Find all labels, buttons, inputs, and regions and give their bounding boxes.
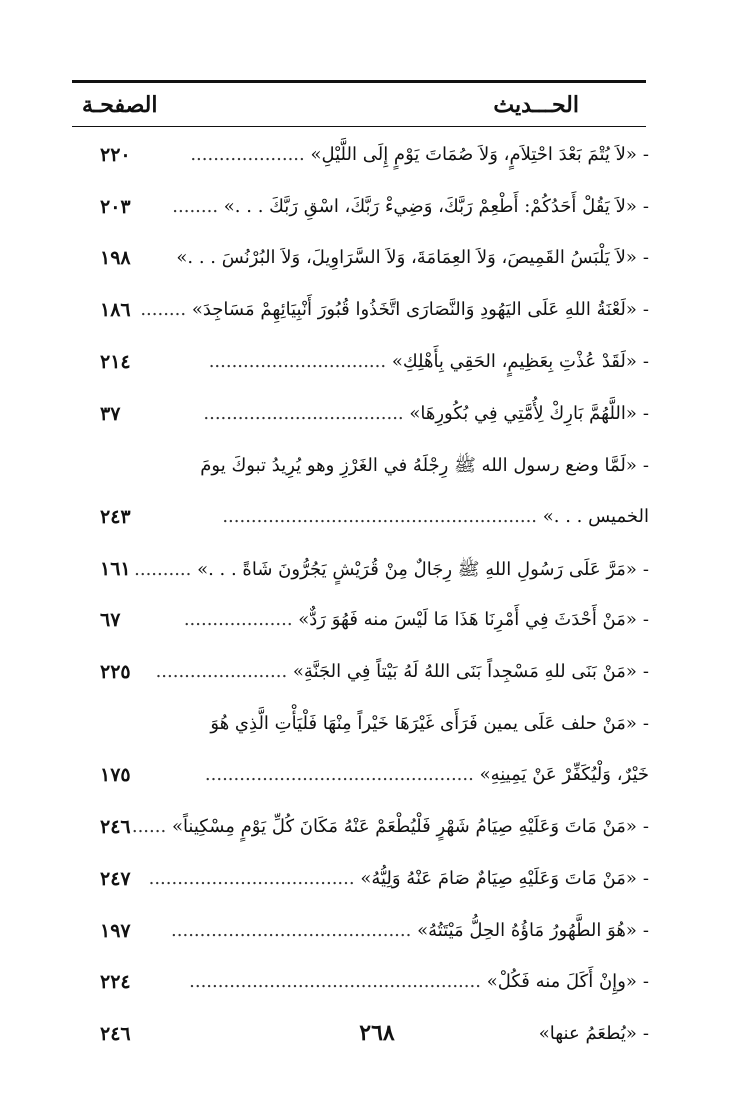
index-entry (0, 397, 754, 437)
index-entry (0, 862, 754, 902)
index-entry (0, 293, 754, 333)
page-reference: ١٩٧ (100, 919, 131, 942)
page-reference: ١٩٨ (100, 247, 131, 270)
page-column-header: الصفحـة (82, 92, 158, 118)
entry-dash: - (642, 402, 649, 424)
hadith-phrase: «يُطعَمُ عنها» (538, 1022, 637, 1044)
page-reference: ٢٢٥ (100, 661, 131, 683)
page-reference: ٢٢٠ (100, 144, 131, 166)
page-reference: ١٧٥ (100, 764, 131, 787)
index-entry (0, 965, 754, 1005)
entry-dash: - (642, 195, 649, 217)
entry-dash: - (642, 971, 649, 993)
hadith-text (171, 919, 649, 941)
hadith-phrase: «لاَ يُتْمَ بَعْدَ احْتِلاَمٍ، وَلاَ صُمَاتَ يَوْمٍ إِلَى اللَّيْلِ» (310, 144, 637, 165)
hadith-text (140, 299, 649, 321)
hadith-text (131, 816, 649, 838)
page-reference: ٢٠٣ (100, 195, 131, 218)
leader-dots: ............................... (208, 350, 387, 372)
page-reference: ٢١٤ (100, 350, 131, 373)
leader-dots: .......................................... (171, 919, 412, 941)
hadith-phrase: «لَقَدْ عُذْتِ بِعَظِيمٍ، الحَقِي بِأَهْلِكِ» (391, 350, 637, 372)
leader-dots: ...... (131, 816, 167, 838)
leader-dots: ................... (183, 609, 293, 631)
header-rule (72, 126, 646, 127)
entry-dash: - (642, 919, 649, 941)
index-entry (0, 500, 754, 540)
entry-dash: - (642, 816, 649, 838)
hadith-phrase: «لَعْنَةُ اللهِ عَلَى اليَهُودِ وَالنَّصَارَى اتَّخَذُوا قُبُورَ أَنْبِيَائِهِمْ مَسَاجِدَ» (191, 299, 637, 321)
leader-dots: .................... (190, 144, 305, 165)
entry-dash: - (642, 299, 649, 321)
page-reference: ١٨٦ (100, 299, 131, 322)
hadith-phrase: «مَرَّ عَلَى رَسُولِ اللهِ ﷺ رِجَالٌ مِنْ قُرَيْشٍ يَجُرُّونَ شَاةً . . .» (197, 558, 637, 580)
hadith-phrase: «مَنْ مَاتَ وَعَلَيْهِ صِيَامُ شَهْرٍ فَلْيُطْعَمْ عَنْهُ مَكَانَ كُلِّ يَوْمٍ مِسْكِيناً» (171, 816, 637, 838)
leader-dots: .......... (134, 558, 192, 580)
page-number: ٢٦٨ (359, 1020, 395, 1046)
hadith-phrase: الخميس . . .» (542, 505, 649, 527)
hadith-phrase: «لَمَّا وضع رسول الله ﷺ رِجْلَهُ في الغَرْزِ وهو يُرِيدُ تبوكَ يومَ (200, 455, 637, 477)
hadith-phrase: «لاَ يَقُلْ أَحَدُكُمْ: أَطْعِمْ رَبَّكَ، وَضِيءْ رَبَّكَ، اسْقِ رَبَّكَ . . .» (223, 195, 637, 217)
leader-dots: ........ (140, 299, 187, 321)
hadith-phrase: «هُوَ الطَّهُورُ مَاؤُهُ الحِلُّ مَيْتَتُهُ» (417, 919, 637, 941)
entry-dash: - (642, 558, 649, 580)
hadith-phrase: «مَنْ حلف عَلَى يمين فَرَأَى غَيْرَهَا خَيْراً مِنْهَا فَلْيَأْتِ الَّذِي هُوَ (210, 712, 637, 734)
index-entry (0, 552, 754, 592)
entry-dash: - (642, 867, 649, 889)
leader-dots: ............................................... (204, 764, 474, 786)
hadith-text (179, 454, 649, 480)
hadith-phrase: «لاَ يَلْبَسُ القَمِيصَ، وَلاَ العِمَامَةَ، وَلاَ السَّرَاوِيلَ، وَلاَ البُرْنُسَ . . .» (176, 247, 637, 269)
index-entry (0, 138, 754, 178)
hadith-text (134, 558, 649, 584)
index-entry (0, 603, 754, 643)
hadith-phrase: «مَنْ بَنَى للهِ مَسْجِداً بَنَى اللهُ لَهُ بَيْتاً فِي الجَنَّةِ» (292, 661, 637, 682)
hadith-text (179, 609, 649, 630)
page-reference: ٢٢٤ (100, 971, 131, 994)
entry-dash: - (642, 247, 649, 269)
hadith-phrase: «وإِنْ أَكَلَ منه فَكُلْ» (486, 971, 637, 993)
entry-dash: - (642, 609, 649, 631)
hadith-phrase: «اللَّهُمَّ بَارِكْ لِأُمَّتِي فِي بُكُورِهَا» (409, 402, 637, 424)
entry-dash: - (642, 144, 649, 165)
top-rule (72, 80, 646, 83)
index-entry (0, 190, 754, 230)
hadith-text (179, 764, 649, 785)
leader-dots: ................................................... (189, 971, 481, 993)
hadith-text (179, 351, 649, 372)
hadith-column-header: الحـــديث (493, 92, 579, 118)
index-entry (0, 707, 754, 747)
index-entry (0, 655, 754, 695)
page-reference: ٢٤٦ (100, 1022, 131, 1045)
entry-dash: - (642, 1022, 649, 1044)
leader-dots: .................................... (148, 867, 355, 889)
hadith-text (179, 144, 649, 165)
hadith-phrase: «مَنْ أَحْدَثَ فِي أَمْرِنَا هَذَا مَا لَيْسَ منه فَهُوَ رَدٌّ» (298, 609, 637, 631)
page-reference: ٣٧ (100, 402, 121, 425)
entry-dash: - (642, 712, 649, 734)
entry-dash: - (642, 350, 649, 372)
index-entry (0, 241, 754, 281)
hadith-phrase: خَيْرٌ، وَلْيُكَفِّرْ عَنْ يَمِينِهِ» (479, 764, 649, 786)
index-entry (0, 448, 754, 488)
index-entry (0, 758, 754, 798)
entry-dash: - (642, 661, 649, 682)
hadith-text (172, 195, 649, 217)
leader-dots: ....................... (155, 661, 288, 682)
hadith-phrase: «مَنْ مَاتَ وَعَلَيْهِ صِيَامٌ صَامَ عَنْهُ وَلِيُّهُ» (360, 867, 637, 889)
page-reference: ٢٤٣ (100, 505, 131, 528)
hadith-text (179, 971, 649, 992)
index-entry (0, 914, 754, 954)
page-reference: ٦٧ (100, 609, 121, 632)
hadith-text (176, 247, 649, 269)
leader-dots: ................................... (203, 402, 404, 424)
hadith-text (179, 506, 649, 527)
page-reference: ١٦١ (100, 557, 131, 580)
leader-dots: ........ (172, 195, 219, 217)
index-entry (0, 345, 754, 385)
hadith-text (155, 661, 649, 682)
page-reference: ٢٤٧ (100, 867, 131, 890)
leader-dots: ....................................................... (222, 505, 538, 527)
entry-dash: - (642, 455, 649, 477)
hadith-text (148, 867, 649, 889)
hadith-text (179, 713, 649, 734)
index-entry (0, 810, 754, 850)
hadith-text (179, 403, 649, 424)
page-reference: ٢٤٦ (100, 816, 131, 839)
